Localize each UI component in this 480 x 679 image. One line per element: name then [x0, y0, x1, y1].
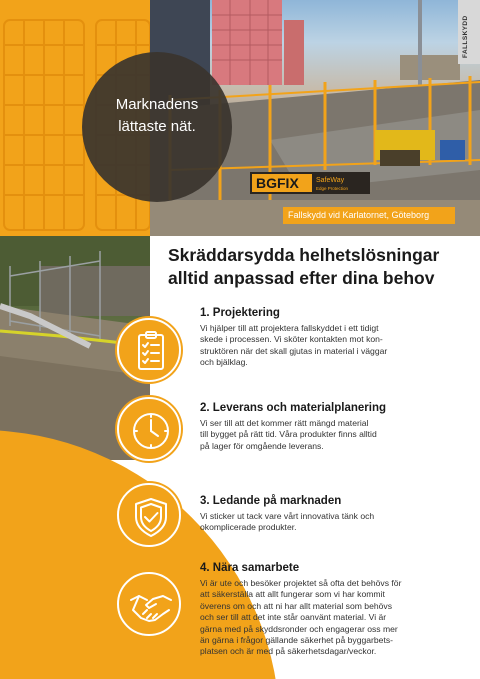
feature-text: [200, 578, 470, 658]
feature-title: 3. Ledande på marknaden: [200, 495, 342, 507]
feature-text: [200, 418, 470, 452]
feature-samarbete: [200, 560, 470, 658]
feature-line: och ser till att det inte står oanvänt material. Vi är: [200, 612, 387, 623]
feature-line: platsen och är med på säkerhetsdagar/veckor.: [200, 646, 377, 657]
feature-line: Vi är ute och besöker projektet så ofta det behövs för: [200, 578, 402, 588]
side-tab-label: FALLSKYDD: [462, 15, 469, 58]
feature-line: Vi ser till att det kommer rätt mängd material: [200, 418, 369, 428]
feature-line: skede i processen. Vi sköter kontakten mot kon-: [200, 334, 383, 345]
headline-line2: alltid anpassad efter dina behov: [168, 268, 435, 288]
hero-line1: Marknadens: [115, 96, 199, 113]
sign-brand: BGFIX: [256, 175, 299, 191]
hero-circle-text: [82, 94, 232, 138]
feature-text: [200, 511, 470, 534]
headline-line1: Skräddarsydda helhetslösningar: [168, 245, 440, 265]
clipboard-checklist-icon: [117, 318, 181, 382]
feature-title: 4. Nära samarbete: [200, 562, 300, 574]
sign-sub1: SafeWay: [316, 177, 345, 184]
feature-line: okomplicerade produkter.: [200, 522, 297, 533]
photo-caption: Fallskydd vid Karlatornet, Göteborg: [283, 207, 455, 224]
feature-ledande: [200, 493, 470, 534]
page-headline: [168, 244, 468, 290]
feature-line: och bjälklag.: [200, 357, 248, 368]
feature-line: gärna med på skyddsronder och engagerar oss mer: [200, 623, 398, 634]
feature-line: på lager för omgående leverans.: [200, 440, 324, 451]
feature-title: 2. Leverans och materialplanering: [200, 402, 386, 414]
side-tab: [458, 0, 480, 64]
feature-line: än gärna i frågor gällande säkerhet på byggarbets-: [200, 635, 394, 646]
hero-line2: lättaste nät.: [118, 118, 196, 135]
feature-text: [200, 323, 470, 369]
feature-leverans: [200, 400, 470, 452]
feature-projektering: [200, 305, 470, 369]
handshake-icon: [117, 572, 181, 636]
shield-check-icon: [117, 483, 181, 547]
feature-line: till bygget på rätt tid. Våra produkter finns alltid: [200, 429, 377, 440]
clock-icon: [117, 397, 181, 461]
feature-line: att säkerställa att allt fungerar som vi har kommit: [200, 589, 385, 600]
feature-line: överens om och att ni har allt material som behövs: [200, 600, 393, 611]
sign-sub2: Edge Protection: [316, 186, 349, 191]
feature-line: Vi hjälper till att projektera fallskyddet i ett tidigt: [200, 323, 379, 333]
feature-line: Vi sticker ut tack vare vårt innovativa tänk och: [200, 511, 375, 521]
feature-title: 1. Projektering: [200, 307, 280, 319]
feature-line: struktören när det skall gjutas in material i väggar: [200, 345, 388, 356]
